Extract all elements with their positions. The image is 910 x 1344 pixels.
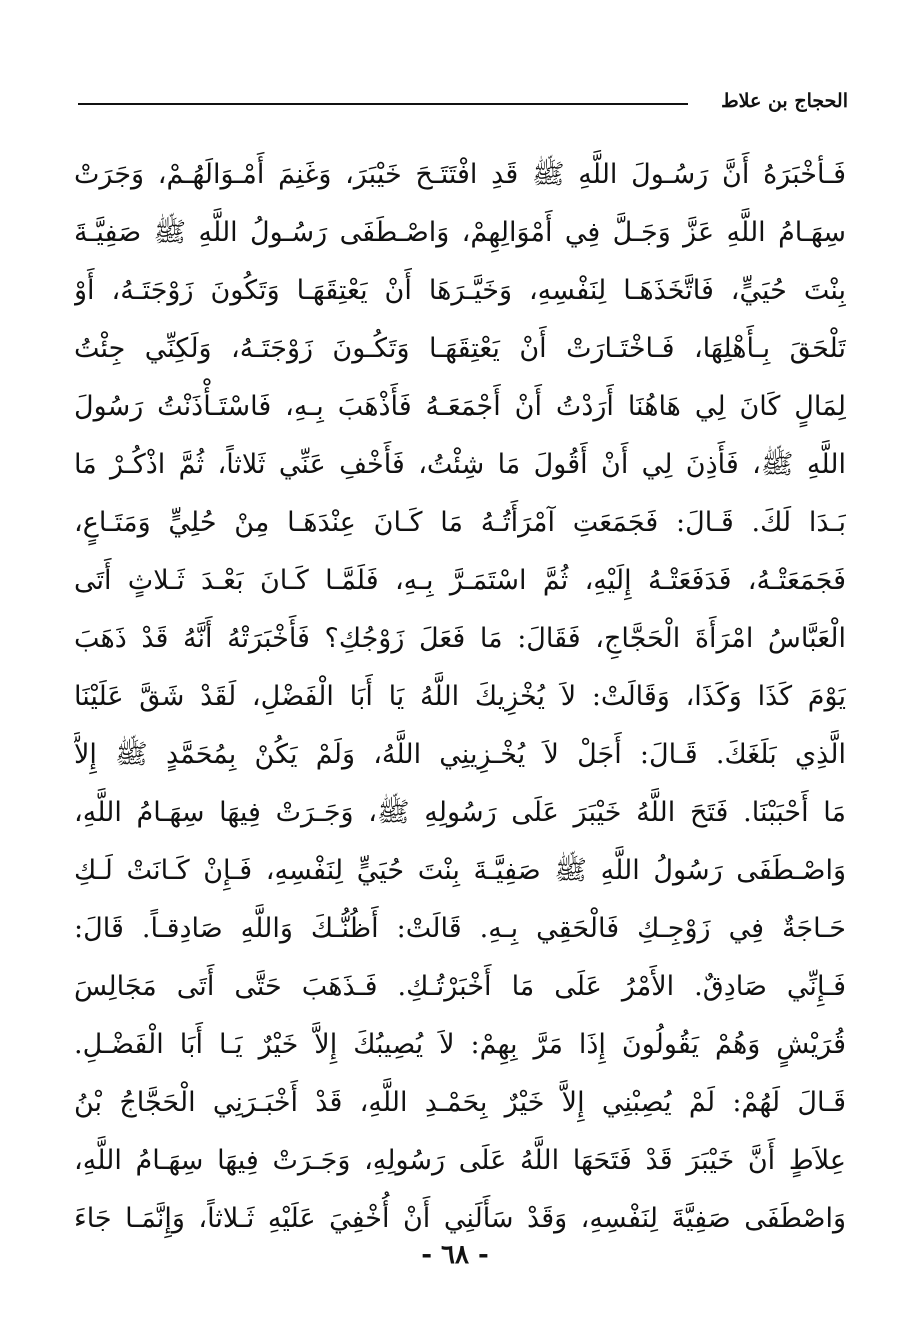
text-line: الَّذِي بَلَغَكَ. قَـالَ: أَجَلْ لاَ يُخْـزِينِي اللَّهُ، وَلَمْ يَكُنْ بِمُحَمَّدٍ ﷺ إِلاَّ [74, 739, 846, 770]
page-number: - ٦٨ - [421, 1240, 489, 1270]
text-line: اللَّهِ ﷺ، فَأَذِنَ لِي أَنْ أَقُولَ مَا شِئْتُ، فَأَخْفِ عَنِّي ثَلاثاً، ثُمَّ اذْكُـرْ مَا [74, 449, 846, 480]
text-line: وَاصْـطَفَى رَسُولُ اللَّهِ ﷺ صَفِيَّـةَ بِنْتَ حُيَيٍّ لِنَفْسِهِ، فَـإِنْ كَـانَتْ لَـكِ [74, 855, 846, 886]
text-line: قُرَيْشٍ وَهُمْ يَقُولُونَ إِذَا مَرَّ بِهِمْ: لاَ يُصِيبُكَ إِلاَّ خَيْرٌ يَـا أَبَا الْفَضْـلِ. [74, 1029, 846, 1060]
running-title: الحجاج بن علاط [721, 90, 848, 112]
text-line: وَاصْطَفَى صَفِيَّةَ لِنَفْسِهِ، وَقَدْ سَأَلَنِي أَنْ أُخْفِيَ عَلَيْهِ ثَـلاثاً، وَإِنَّمَـا جَاءَ [74, 1203, 846, 1234]
text-line: فَجَمَعَتْـهُ، فَدَفَعَتْـهُ إِلَيْهِ، ثُمَّ اسْتَمَـرَّ بِـهِ، فَلَمَّـا كَـانَ بَعْـدَ ثَـلاثٍ أَتَى [74, 565, 846, 596]
text-line: فَـإِنِّي صَادِقٌ. الأَمْرُ عَلَى مَا أَخْبَرْتُـكِ. فَـذَهَبَ حَتَّى أَتَى مَجَالِسَ [74, 971, 846, 1002]
text-line: سِهَـامُ اللَّهِ عَزَّ وَجَـلَّ فِي أَمْوَالِهِمْ، وَاصْـطَفَى رَسُـولُ اللَّهِ ﷺ صَفِيَّـةَ [74, 217, 846, 248]
text-line: مَا أَحْبَبْنَا. فَتَحَ اللَّهُ خَيْبَرَ عَلَى رَسُولِهِ ﷺ، وَجَـرَتْ فِيهَا سِهَـامُ اللَّهِ، [74, 797, 846, 828]
text-line: قَـالَ لَهُمْ: لَمْ يُصِبْنِي إِلاَّ خَيْرٌ بِحَمْـدِ اللَّهِ، قَدْ أَخْبَـرَنِي الْحَجَّاجُ بْنُ [74, 1087, 846, 1118]
text-line: بَـدَا لَكَ. قَـالَ: فَجَمَعَتِ آمْرَأَتُـهُ مَا كَـانَ عِنْدَهَـا مِنْ حُلِيٍّ وَمَتَـاعٍ، [74, 507, 846, 538]
running-header [78, 86, 848, 116]
text-line: يَوْمَ كَذَا وَكَذَا، وَقَالَتْ: لاَ يُخْزِيكَ اللَّهُ يَا أَبَا الْفَضْلِ، لَقَدْ شَقَّ عَلَيْنَا [74, 681, 846, 712]
text-line: تَلْحَقَ بِـأَهْلِهَا، فَـاخْتَـارَتْ أَنْ يَعْتِقَهَـا وَتَكُـونَ زَوْجَتَـهُ، وَلَكِنِّي جِئْتُ [74, 333, 846, 364]
text-line: فَـأخْبَرَهُ أَنَّ رَسُـولَ اللَّهِ ﷺ قَدِ افْتَتَـحَ خَيْبَرَ، وَغَنِمَ أَمْـوَالَهُـمْ، وَجَرَتْ [74, 159, 846, 190]
text-line: عِلاَطٍ أَنَّ خَيْبَرَ قَدْ فَتَحَهَا اللَّهُ عَلَى رَسُولِهِ، وَجَـرَتْ فِيهَا سِهَـامُ اللَّهِ، [74, 1145, 846, 1176]
text-line: حَـاجَةٌ فِي زَوْجِـكِ فَالْحَقِي بِـهِ. قَالَتْ: أَظُنُّـكَ وَاللَّهِ صَادِقـاً. قَالَ: [74, 913, 846, 944]
text-line: بِنْتَ حُيَيٍّ، فَاتَّخَذَهَـا لِنَفْسِهِ، وَخَيَّـرَهَا أَنْ يَعْتِقَهَـا وَتَكُونَ زَوْجَتَـهُ، أَوْ [74, 275, 846, 306]
text-line: الْعَبَّاسُ امْرَأَةَ الْحَجَّاجِ، فَقَالَ: مَا فَعَلَ زَوْجُكِ؟ فَأَخْبَرَتْهُ أَنَّهُ قَدْ ذَهَبَ [74, 623, 846, 654]
text-line: لِمَالٍ كَانَ لِي هَاهُنَا أَرَدْتُ أَنْ أَجْمَعَـهُ فَأَذْهَبَ بِـهِ، فَاسْتَـأْذَنْتُ رَسُولَ [74, 391, 846, 422]
header-rule [78, 103, 688, 105]
body-text [74, 146, 846, 1248]
